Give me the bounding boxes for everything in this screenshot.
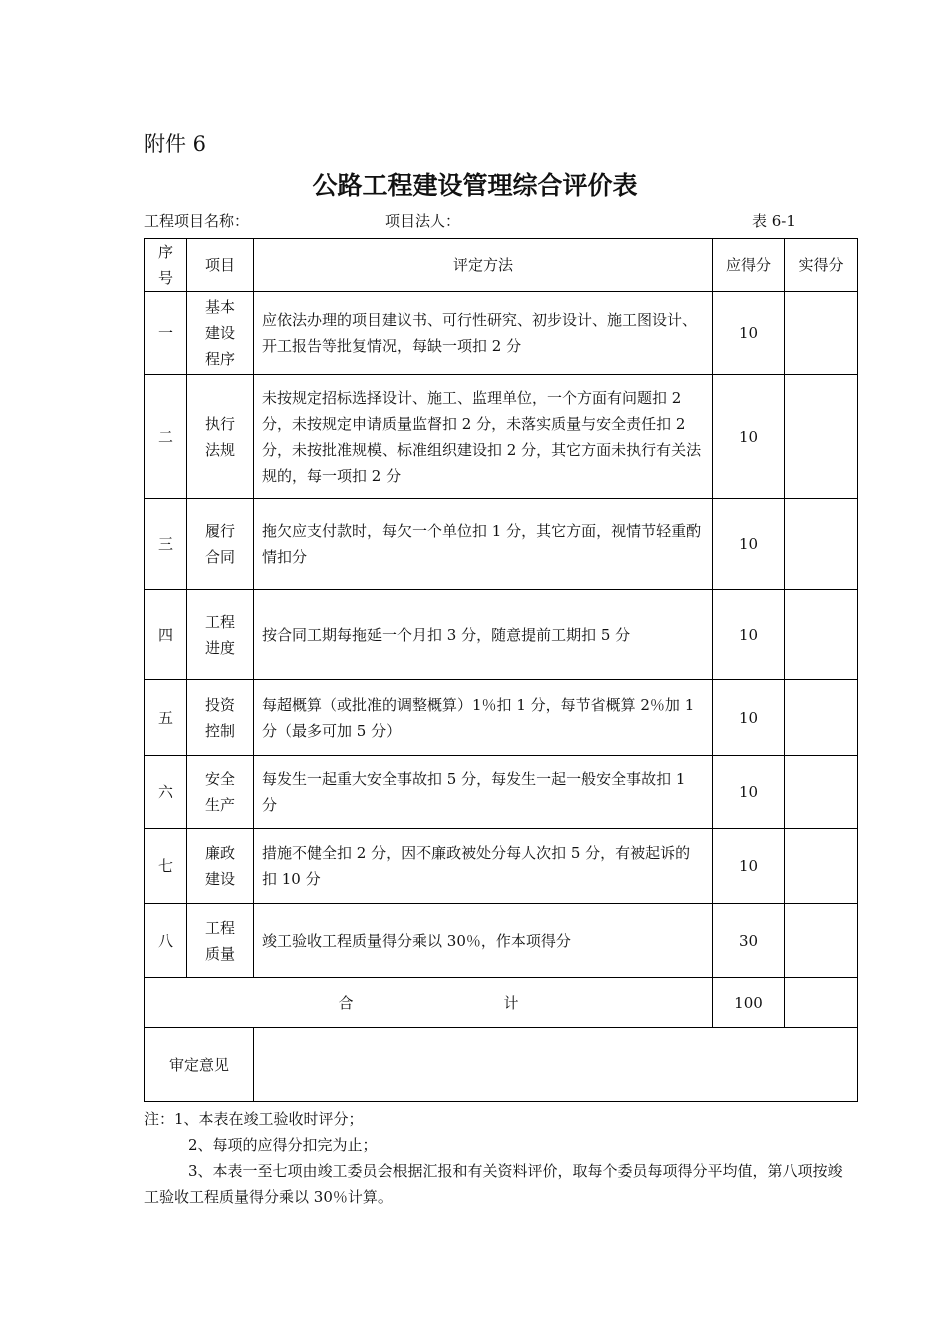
- row-seq: 二: [145, 375, 187, 499]
- row-method: 拖欠应支付款时，每欠一个单位扣 1 分，其它方面，视情节轻重酌情扣分: [254, 499, 713, 590]
- header-item: 项目: [187, 239, 254, 292]
- row-item: 安全生产: [187, 756, 254, 829]
- note-2: 2、每项的应得分扣完为止；: [188, 1136, 378, 1154]
- row-seq: 一: [145, 292, 187, 375]
- attachment-label: 附件 6: [144, 132, 207, 156]
- header-method: 评定方法: [254, 239, 713, 292]
- header-actual-score: 实得分: [785, 239, 858, 292]
- project-name-label: 工程项目名称：: [144, 212, 250, 230]
- table-row: [145, 499, 858, 590]
- row-due-score: 10: [713, 292, 785, 375]
- row-item: 工程进度: [187, 590, 254, 680]
- notes: [144, 1106, 857, 1210]
- row-due-score: 10: [713, 829, 785, 904]
- row-actual-score[interactable]: [785, 499, 858, 590]
- table-row: [145, 292, 858, 375]
- table-row: [145, 680, 858, 756]
- row-item: 基本建设程序: [187, 292, 254, 375]
- note-1: 注：1、本表在竣工验收时评分；: [144, 1110, 364, 1128]
- row-method: 每超概算（或批准的调整概算）1％扣 1 分，每节省概算 2％加 1 分（最多可加 5 分）: [254, 680, 713, 756]
- row-seq: 八: [145, 904, 187, 978]
- table-row: [145, 590, 858, 680]
- table-row: [145, 375, 858, 499]
- row-method: 按合同工期每拖延一个月扣 3 分，随意提前工期扣 5 分: [254, 590, 713, 680]
- row-due-score: 10: [713, 680, 785, 756]
- row-seq: 七: [145, 829, 187, 904]
- header-due-score: 应得分: [713, 239, 785, 292]
- row-actual-score[interactable]: [785, 375, 858, 499]
- table-row: [145, 756, 858, 829]
- review-label: 审定意见: [145, 1028, 254, 1102]
- row-actual-score[interactable]: [785, 680, 858, 756]
- row-item: 履行合同: [187, 499, 254, 590]
- row-method: 每发生一起重大安全事故扣 5 分，每发生一起一般安全事故扣 1 分: [254, 756, 713, 829]
- page-title: 公路工程建设管理综合评价表: [312, 171, 638, 200]
- total-label-ji: 计: [503, 993, 519, 1012]
- row-actual-score[interactable]: [785, 829, 858, 904]
- row-due-score: 10: [713, 499, 785, 590]
- row-item: 工程质量: [187, 904, 254, 978]
- total-due-score: 100: [713, 978, 785, 1028]
- row-method: 应依法办理的项目建议书、可行性研究、初步设计、施工图设计、开工报告等批复情况，每缺一项扣 2 分: [254, 292, 713, 375]
- review-field[interactable]: [254, 1028, 858, 1102]
- total-label: [145, 978, 713, 1028]
- table-number: 表 6-1: [752, 212, 796, 230]
- row-actual-score[interactable]: [785, 904, 858, 978]
- evaluation-table: [144, 238, 858, 1102]
- row-actual-score[interactable]: [785, 292, 858, 375]
- row-seq: 五: [145, 680, 187, 756]
- row-item: 执行法规: [187, 375, 254, 499]
- row-method: 竣工验收工程质量得分乘以 30％，作本项得分: [254, 904, 713, 978]
- row-item: 投资控制: [187, 680, 254, 756]
- note-3: 3、本表一至七项由竣工委员会根据汇报和有关资料评价，取每个委员每项得分平均值，第八项按竣工验收工程质量得分乘以 30％计算。: [144, 1162, 843, 1206]
- row-item: 廉政建设: [187, 829, 254, 904]
- row-due-score: 10: [713, 590, 785, 680]
- row-due-score: 10: [713, 756, 785, 829]
- table-row: [145, 829, 858, 904]
- review-row: [145, 1028, 858, 1102]
- total-actual-score[interactable]: [785, 978, 858, 1028]
- header-seq: 序号: [145, 239, 187, 292]
- total-label-he: 合: [338, 993, 354, 1012]
- row-actual-score[interactable]: [785, 590, 858, 680]
- row-due-score: 30: [713, 904, 785, 978]
- table-row: [145, 904, 858, 978]
- row-method: 措施不健全扣 2 分，因不廉政被处分每人次扣 5 分，有被起诉的扣 10 分: [254, 829, 713, 904]
- row-actual-score[interactable]: [785, 756, 858, 829]
- legal-person-label: 项目法人：: [385, 212, 461, 230]
- row-method: 未按规定招标选择设计、施工、监理单位，一个方面有问题扣 2 分，未按规定申请质量监督扣 2 分，未落实质量与安全责任扣 2 分，未按批准规模、标准组织建设扣 2 分，其它方面未执行有关法规的，每一项扣 2 分: [254, 375, 713, 499]
- total-row: [145, 978, 858, 1028]
- row-due-score: 10: [713, 375, 785, 499]
- row-seq: 三: [145, 499, 187, 590]
- row-seq: 六: [145, 756, 187, 829]
- header-row: [145, 239, 858, 292]
- row-seq: 四: [145, 590, 187, 680]
